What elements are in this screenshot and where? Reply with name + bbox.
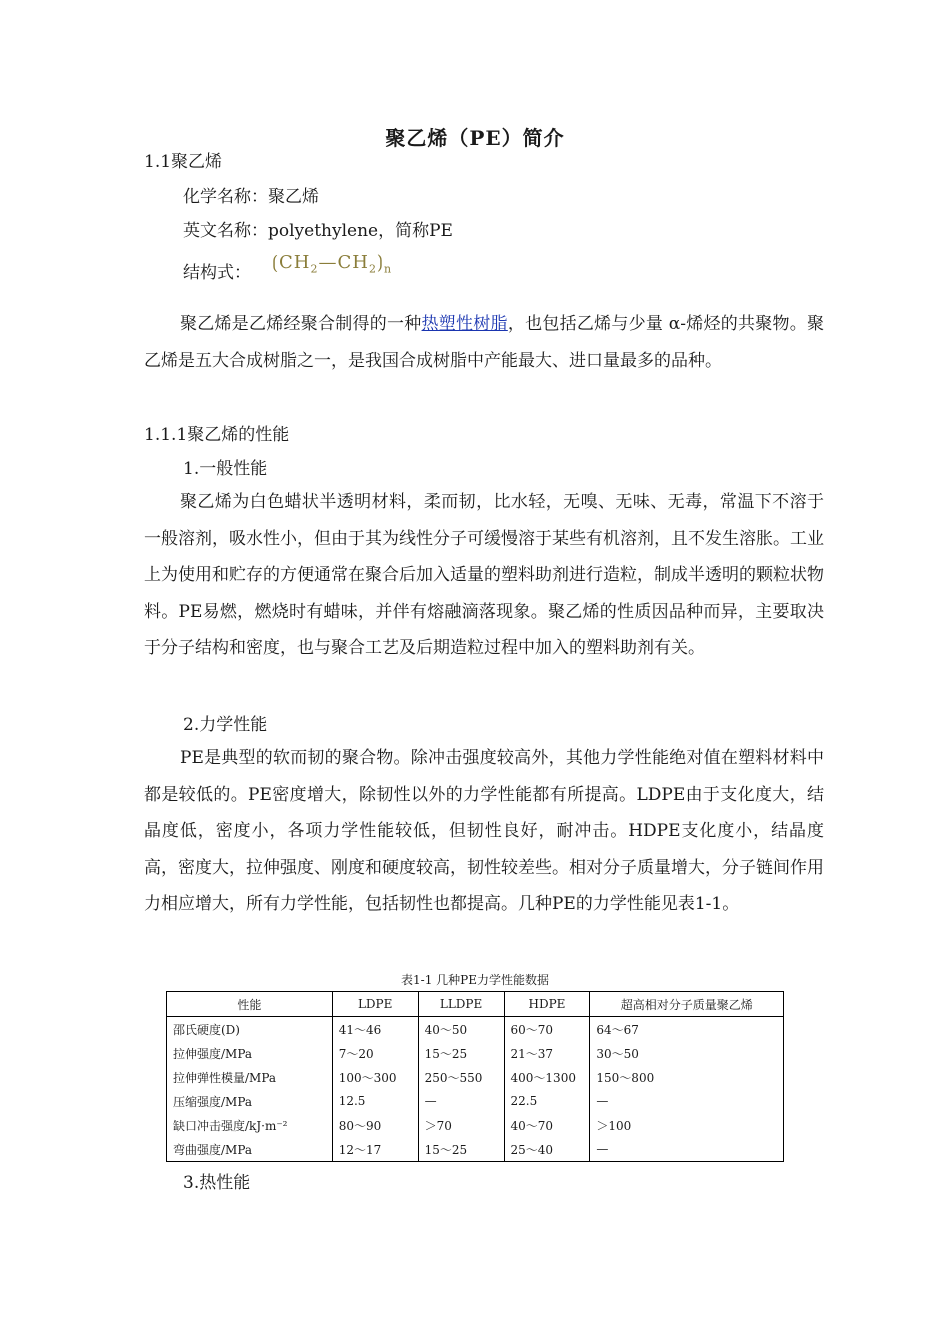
table-cell: 21～37 [504, 1041, 590, 1065]
table-cell: 12～17 [332, 1137, 418, 1162]
table-row [167, 1137, 784, 1162]
table-cell: 40～70 [504, 1113, 590, 1137]
intro-paragraph: 聚乙烯是乙烯经聚合制得的一种热塑性树脂，也包括乙烯与少量 α-烯烃的共聚物。聚乙烯是五大合成树脂之一，是我国合成树脂中产能最大、进口量最多的品种。 [144, 314, 824, 371]
subheading-thermal: 3.热性能 [183, 1173, 251, 1193]
table-cell: 拉伸强度/MPa [167, 1041, 333, 1065]
table-cell: ＞100 [590, 1113, 784, 1137]
table-header-row [167, 992, 784, 1017]
table-caption: 表1-1 几种PE力学性能数据 [401, 973, 549, 987]
table-cell: 40～50 [418, 1017, 504, 1042]
table-cell: 60～70 [504, 1017, 590, 1042]
subheading-general: 1.一般性能 [183, 459, 268, 479]
table-cell: 25～40 [504, 1137, 590, 1162]
section-heading-1-1: 1.1聚乙烯 [144, 152, 223, 172]
table-cell: 100～300 [332, 1065, 418, 1089]
table-cell: ＞70 [418, 1113, 504, 1137]
table-cell: 150～800 [590, 1065, 784, 1089]
table-cell: — [590, 1089, 784, 1113]
subheading-mechanical: 2.力学性能 [183, 715, 268, 735]
structural-formula: $⟮CH_2—CH_2⟯_n$ [272, 252, 393, 276]
table-cell: 41～46 [332, 1017, 418, 1042]
table-cell: 12.5 [332, 1089, 418, 1113]
table-row [167, 1065, 784, 1089]
table-cell: 邵氏硬度(D) [167, 1017, 333, 1042]
table-header-cell: LDPE [332, 992, 418, 1017]
table-cell: 拉伸弹性模量/MPa [167, 1065, 333, 1089]
section-heading-1-1-1: 1.1.1聚乙烯的性能 [144, 425, 290, 445]
table-cell: 64～67 [590, 1017, 784, 1042]
table-header-cell: HDPE [504, 992, 590, 1017]
table-cell: 22.5 [504, 1089, 590, 1113]
chemical-name: 化学名称：聚乙烯 [183, 187, 319, 207]
table-cell: 弯曲强度/MPa [167, 1137, 333, 1162]
structure-label: 结构式： [183, 263, 251, 283]
table-cell: 7～20 [332, 1041, 418, 1065]
general-properties-paragraph: 聚乙烯为白色蜡状半透明材料，柔而韧，比水轻，无嗅、无味、无毒，常温下不溶于一般溶剂，吸水性小，但由于其为线性分子可缓慢溶于某些有机溶剂，且不发生溶胀。工业上为使用和贮存的方便通常在聚合后加入适量的塑料助剂进行造粒，制成半透明的颗粒状物料。PE易燃，燃烧时有蜡味，并伴有熔融滴落现象。聚乙烯的性质因品种而异，主要取决于分子结构和密度，也与聚合工艺及后期造粒过程中加入的塑料助剂有关。 [144, 492, 824, 658]
table-row [167, 1041, 784, 1065]
page-title: 聚乙烯（PE）简介 [385, 126, 565, 150]
table-row [167, 1089, 784, 1113]
table-cell: — [590, 1137, 784, 1162]
english-name: 英文名称：polyethylene，简称PE [183, 221, 453, 241]
table-cell: 250～550 [418, 1065, 504, 1089]
table-cell: — [418, 1089, 504, 1113]
table-header-cell: 超高相对分子质量聚乙烯 [590, 992, 784, 1017]
table-cell: 400～1300 [504, 1065, 590, 1089]
mechanical-properties-paragraph: PE是典型的软而韧的聚合物。除冲击强度较高外，其他力学性能绝对值在塑料材料中都是较低的。PE密度增大，除韧性以外的力学性能都有所提高。LDPE由于支化度大，结晶度低，密度小，各项力学性能较低，但韧性良好，耐冲击。HDPE支化度小，结晶度高，密度大，拉伸强度、刚度和硬度较高，韧性较差些。相对分子质量增大，分子链间作用力相应增大，所有力学性能，包括韧性也都提高。几种PE的力学性能见表1-1。 [144, 748, 824, 914]
table-row [167, 1113, 784, 1137]
table-header-cell: 性能 [167, 992, 333, 1017]
table-cell: 80～90 [332, 1113, 418, 1137]
table-cell: 15～25 [418, 1137, 504, 1162]
table-cell: 15～25 [418, 1041, 504, 1065]
table-cell: 缺口冲击强度/kJ·m⁻² [167, 1113, 333, 1137]
table-cell: 30～50 [590, 1041, 784, 1065]
table-header-cell: LLDPE [418, 992, 504, 1017]
table-row [167, 1017, 784, 1042]
table-cell: 压缩强度/MPa [167, 1089, 333, 1113]
thermoplastic-resin-link[interactable]: 热塑性树脂 [421, 314, 508, 334]
mechanical-properties-table [166, 991, 784, 1162]
